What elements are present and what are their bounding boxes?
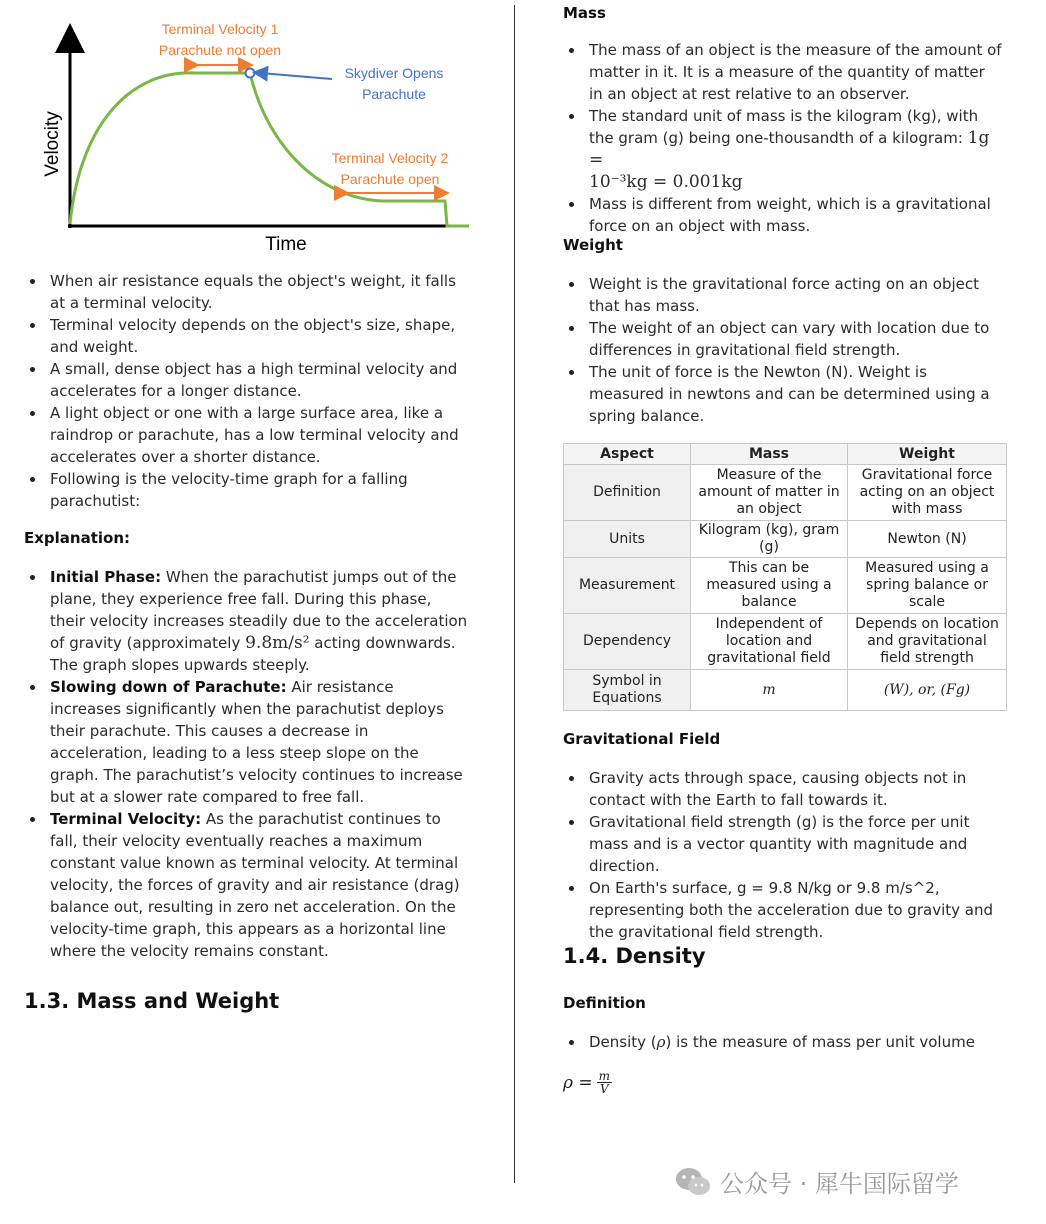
formula-denominator: V <box>600 1082 609 1096</box>
list-item <box>24 676 469 808</box>
table-cell: This can be measured using a balance <box>691 558 848 614</box>
list-item: The unit of force is the Newton (N). Weight is measured in newtons and can be determined using a spring balance. <box>563 361 1003 427</box>
table-row <box>564 558 1007 614</box>
weight-list <box>563 273 1003 427</box>
table-cell: Measure of the amount of matter in an object <box>691 465 848 521</box>
table-row <box>564 670 1007 711</box>
terminal-text: As the parachutist continues to fall, their velocity eventually reaches a maximum constant value known as terminal velocity. At terminal velocity, the forces of gravity and air resistance (drag) balance out, resulting in zero net acceleration. On the velocity-time graph, this appears as a horizontal line where the velocity remains constant. <box>50 810 460 960</box>
watermark-text: 公众号 · 犀牛国际留学 <box>720 1170 959 1198</box>
terminal-title: Terminal Velocity: <box>50 810 202 828</box>
gravitational-field-list <box>563 767 1013 943</box>
velocity-time-graph <box>24 0 494 260</box>
density-list <box>563 1031 1013 1053</box>
table-cell: Symbol in Equations <box>564 670 691 711</box>
tv1-label-2: Parachute not open <box>158 42 282 58</box>
list-item: A small, dense object has a high terminal velocity and accelerates for a longer distance. <box>24 358 464 402</box>
mass-unit-math-b: 10⁻³kg = 0.001kg <box>589 172 743 192</box>
mass-unit-text: The standard unit of mass is the kilogram (kg), with the gram (g) being one-thousandth of a kilogram: <box>589 107 979 147</box>
formula-numerator: m <box>598 1069 611 1083</box>
table-cell: Definition <box>564 465 691 521</box>
section-heading-mass-weight: 1.3. Mass and Weight <box>24 989 280 1013</box>
initial-phase-title: Initial Phase: <box>50 568 162 586</box>
table-row <box>564 465 1007 521</box>
table-cell: Dependency <box>564 614 691 670</box>
list-item: Mass is different from weight, which is a gravitational force on an object with mass. <box>563 193 1003 237</box>
definition-heading: Definition <box>563 994 646 1012</box>
table-cell: Units <box>564 521 691 558</box>
table-header: Aspect <box>564 444 691 465</box>
mass-heading: Mass <box>563 4 606 22</box>
formula-fraction <box>597 1070 612 1095</box>
table-header-row <box>564 444 1007 465</box>
table-cell: Measurement <box>564 558 691 614</box>
list-item: A light object or one with a large surface area, like a raindrop or parachute, has a low terminal velocity and accelerates over a shorter distance. <box>24 402 464 468</box>
list-item <box>24 808 469 962</box>
list-item: Gravity acts through space, causing objects not in contact with the Earth to fall towards it. <box>563 767 1013 811</box>
tv2-label-1: Terminal Velocity 2 <box>331 150 449 166</box>
watermark <box>674 1164 959 1199</box>
table-cell: m <box>691 670 848 711</box>
list-item: Following is the velocity-time graph for a falling parachutist: <box>24 468 464 512</box>
initial-phase-text-b: acting downwards. The graph slopes upwards steeply. <box>50 634 456 674</box>
graph-svg <box>24 0 494 260</box>
formula-lhs: ρ = <box>563 1072 593 1093</box>
table-cell: Gravitational force acting on an object with mass <box>848 465 1007 521</box>
table-header: Weight <box>848 444 1007 465</box>
mass-unit-math-a: 1g = <box>589 128 990 170</box>
table-cell: (W), or, (Fg) <box>848 670 1007 711</box>
parachute-open-point <box>246 69 255 78</box>
list-item: Terminal velocity depends on the object's size, shape, and weight. <box>24 314 464 358</box>
terminal-velocity-list <box>24 270 464 512</box>
tv1-label-1: Terminal Velocity 1 <box>161 21 279 37</box>
table-cell: Independent of location and gravitational field <box>691 614 848 670</box>
opens-pointer <box>260 73 332 79</box>
wechat-icon <box>674 1166 712 1198</box>
opens-label-1: Skydiver Opens <box>344 65 444 81</box>
table-header: Mass <box>691 444 848 465</box>
density-text-a: Density ( <box>589 1033 657 1051</box>
list-item <box>24 566 469 676</box>
table-cell: Newton (N) <box>848 521 1007 558</box>
opens-label-2: Parachute <box>362 86 426 102</box>
table-cell: Depends on location and gravitational field strength <box>848 614 1007 670</box>
density-formula <box>563 1070 612 1095</box>
initial-phase-text-a: When the parachutist jumps out of the plane, they experience free fall. During this phase, their velocity increases steadily due to the acceleration of gravity (approximately <box>50 568 468 652</box>
slowing-text: Air resistance increases significantly when the parachutist deploys their parachute. This causes a decrease in acceleration, leading to a less steep slope on the graph. The parachutist’s velocity continues to increase but at a slower rate compared to free fall. <box>50 678 463 806</box>
table-row <box>564 614 1007 670</box>
column-divider <box>514 5 515 1183</box>
density-text-b: ) is the measure of mass per unit volume <box>665 1033 975 1051</box>
explanation-list <box>24 566 469 962</box>
y-axis-label: Velocity <box>42 111 63 177</box>
mass-list <box>563 39 1003 237</box>
x-axis-label: Time <box>265 234 307 255</box>
list-item: The mass of an object is the measure of the amount of matter in it. It is a measure of the quantity of matter in an object at rest relative to an observer. <box>563 39 1003 105</box>
gravity-value: 9.8m/s² <box>245 633 310 653</box>
gravitational-field-heading: Gravitational Field <box>563 730 721 748</box>
table-cell: Measured using a spring balance or scale <box>848 558 1007 614</box>
list-item: Gravitational field strength (g) is the force per unit mass and is a vector quantity with magnitude and direction. <box>563 811 1013 877</box>
list-item: Weight is the gravitational force acting on an object that has mass. <box>563 273 1003 317</box>
rho-symbol: ρ <box>656 1033 666 1051</box>
table-row <box>564 521 1007 558</box>
explanation-heading: Explanation: <box>24 529 131 547</box>
list-item: The weight of an object can vary with location due to differences in gravitational field strength. <box>563 317 1003 361</box>
slowing-title: Slowing down of Parachute: <box>50 678 287 696</box>
table-cell: Kilogram (kg), gram (g) <box>691 521 848 558</box>
list-item: When air resistance equals the object's weight, it falls at a terminal velocity. <box>24 270 464 314</box>
list-item <box>563 105 1003 193</box>
mass-weight-table <box>563 443 1007 711</box>
list-item <box>563 1031 1013 1053</box>
weight-heading: Weight <box>563 236 623 254</box>
section-heading-density: 1.4. Density <box>563 944 706 968</box>
list-item: On Earth's surface, g = 9.8 N/kg or 9.8 m/s^2, representing both the acceleration due to gravity and the gravitational field strength. <box>563 877 1013 943</box>
tv2-label-2: Parachute open <box>340 171 440 187</box>
